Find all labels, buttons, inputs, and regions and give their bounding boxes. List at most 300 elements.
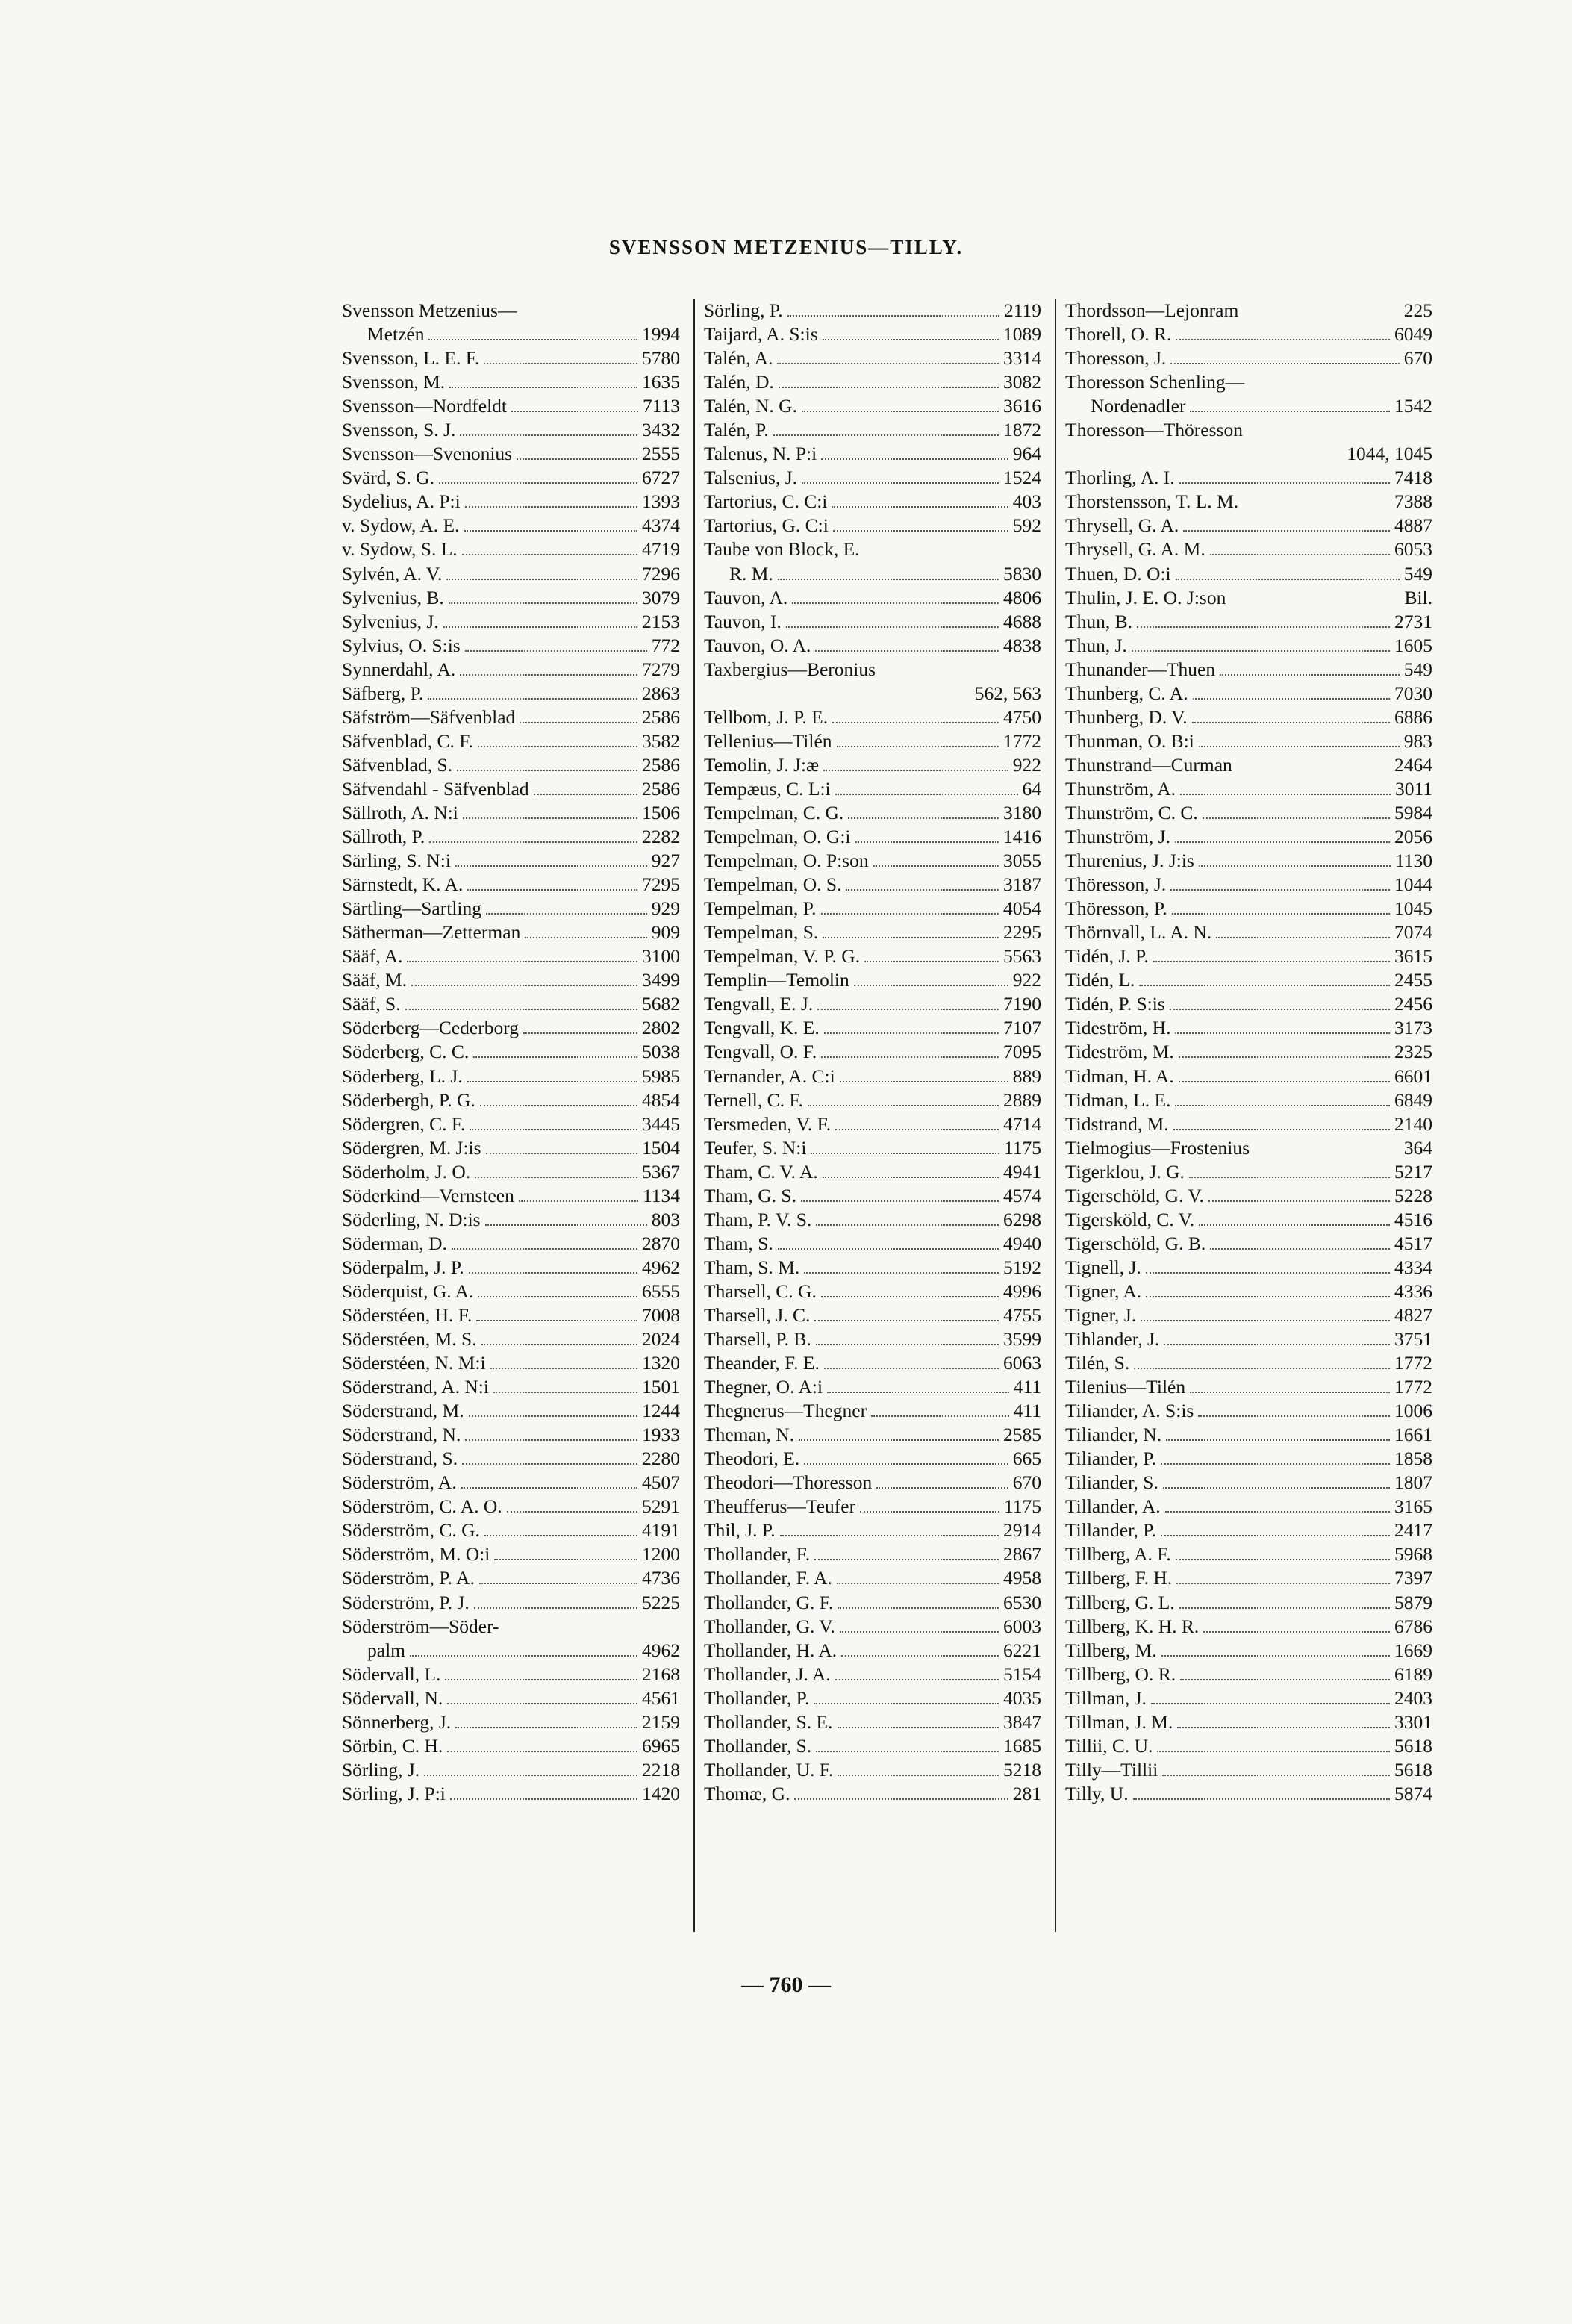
dot-leader: [854, 968, 1008, 986]
dot-leader: [481, 1327, 637, 1345]
entry-name: Svensson, M.: [342, 371, 446, 393]
entry-name: Thuen, D. O:i: [1065, 562, 1171, 585]
index-entry: [1065, 1280, 1432, 1303]
dot-leader: [469, 1399, 637, 1417]
index-entry: [704, 1351, 1041, 1375]
entry-reference: 5225: [642, 1591, 680, 1613]
dot-leader: [864, 944, 999, 962]
index-entry: [704, 514, 1041, 538]
entry-reference: 3751: [1394, 1328, 1432, 1351]
index-entry: [704, 586, 1041, 610]
dot-leader: [479, 1566, 637, 1584]
entry-reference: 225: [1403, 299, 1432, 321]
entry-reference: 2140: [1394, 1112, 1432, 1135]
entry-reference: 1772: [1394, 1376, 1432, 1398]
index-entry: [1065, 1160, 1432, 1184]
entry-reference: 6886: [1394, 705, 1432, 728]
index-entry: [342, 1591, 680, 1615]
index-entry: [342, 968, 680, 992]
entry-name: Talsenius, J.: [704, 467, 797, 489]
entry-name: Tempelman, O. G:i: [704, 826, 851, 848]
index-entry: [704, 1447, 1041, 1471]
entry-reference: 4054: [1003, 897, 1041, 920]
entry-reference: 670: [1012, 1471, 1041, 1494]
dot-leader: [786, 610, 999, 628]
index-entry: [1065, 1256, 1432, 1280]
index-entry: [704, 299, 1041, 323]
index-entry: [1065, 634, 1432, 658]
dot-leader: [1165, 1495, 1390, 1513]
dot-leader: [407, 944, 637, 962]
entry-name: Tillander, P.: [1065, 1519, 1157, 1542]
dot-leader: [1164, 1327, 1390, 1345]
entry-reference: 1872: [1003, 419, 1041, 441]
dot-leader: [405, 992, 637, 1010]
dot-leader: [802, 466, 999, 484]
entry-name: Synnerdahl, A.: [342, 658, 456, 680]
index-entry: [1065, 849, 1432, 873]
entry-name: Säfvenblad, C. F.: [342, 729, 473, 752]
entry-reference: 5879: [1394, 1591, 1432, 1613]
dot-leader: [1210, 538, 1390, 555]
entry-name: Tilén, S.: [1065, 1352, 1130, 1374]
index-entry: [342, 538, 680, 561]
dot-leader: [463, 801, 637, 819]
index-entry: [704, 538, 1041, 561]
index-entry: [342, 490, 680, 514]
dot-leader: [1175, 1088, 1390, 1106]
entry-reference: 6530: [1003, 1591, 1041, 1613]
index-column-2: [704, 299, 1041, 1806]
dot-leader: [787, 299, 999, 317]
dot-leader: [802, 394, 999, 412]
index-entry: [342, 1566, 680, 1590]
index-entry: [1065, 682, 1432, 705]
entry-name: Tauvon, O. A.: [704, 634, 811, 656]
entry-reference: 6298: [1003, 1208, 1041, 1230]
index-entry: [704, 1136, 1041, 1160]
entry-reference: 4517: [1394, 1232, 1432, 1254]
dot-leader: [475, 1160, 637, 1178]
dot-leader: [1176, 323, 1390, 340]
index-entry: [342, 1615, 680, 1639]
entry-name: Thunström, A.: [1065, 777, 1176, 800]
index-entry: [704, 1208, 1041, 1232]
dot-leader: [816, 1208, 999, 1226]
index-entry: [704, 1065, 1041, 1088]
dot-leader: [821, 442, 1008, 460]
index-entry: [342, 1112, 680, 1136]
entry-reference: 929: [651, 897, 680, 920]
dot-leader: [452, 1232, 637, 1250]
entry-name: R. M.: [729, 562, 773, 585]
dot-leader: [824, 1016, 999, 1034]
entry-name: Thollander, F. A.: [704, 1567, 832, 1589]
dot-leader: [1151, 1686, 1390, 1704]
entry-name: Thil, J. P.: [704, 1519, 776, 1542]
entry-name: Söderholm, J. O.: [342, 1160, 471, 1183]
dot-leader: [780, 1518, 999, 1536]
entry-name: Sätherman—Zetterman: [342, 921, 521, 944]
index-entry: [1065, 299, 1432, 323]
dot-leader: [493, 1375, 637, 1393]
entry-name: Thrysell, G. A. M.: [1065, 538, 1205, 561]
column-divider: [1055, 299, 1056, 1932]
dot-leader: [520, 705, 637, 723]
entry-reference: 3055: [1003, 850, 1041, 872]
entry-name: Theman, N.: [704, 1424, 795, 1446]
index-entry: [1065, 658, 1432, 682]
entry-name: Thöresson, J.: [1065, 873, 1167, 896]
entry-name: Tignell, J.: [1065, 1256, 1141, 1278]
dot-leader: [1199, 729, 1400, 747]
dot-leader: [462, 538, 637, 555]
entry-name: Söderstéen, N. M:i: [342, 1352, 486, 1374]
index-entry: [704, 1663, 1041, 1686]
entry-reference: 5780: [642, 347, 680, 370]
dot-leader: [832, 490, 1008, 508]
entry-reference: 1501: [642, 1376, 680, 1398]
entry-reference: 5291: [642, 1495, 680, 1518]
dot-leader: [841, 1639, 999, 1657]
entry-name: Tempelman, V. P. G.: [704, 945, 861, 968]
index-entry: [1065, 1471, 1432, 1495]
dot-leader: [832, 705, 999, 723]
entry-name: Sylvén, A. V.: [342, 562, 443, 585]
entry-name: Sydelius, A. P:i: [342, 490, 461, 513]
index-entry: [704, 418, 1041, 442]
dot-leader: [462, 1447, 637, 1465]
dot-leader: [1176, 562, 1400, 580]
index-entry: [704, 1088, 1041, 1112]
entry-reference: 4688: [1003, 610, 1041, 632]
entry-reference: 4719: [642, 538, 680, 561]
index-entry: [704, 1184, 1041, 1208]
entry-reference: 1994: [642, 323, 680, 346]
dot-leader: [808, 1088, 999, 1106]
entry-reference: 2168: [642, 1663, 680, 1685]
entry-name: Tempelman, S.: [704, 921, 819, 944]
entry-reference: 2586: [642, 753, 680, 776]
entry-name: Taube von Block, E.: [704, 538, 860, 561]
entry-reference: 2325: [1394, 1041, 1432, 1063]
index-entry: [1065, 1591, 1432, 1615]
index-entry: [342, 418, 680, 442]
entry-reference: 1605: [1394, 634, 1432, 656]
entry-reference: 3847: [1003, 1710, 1041, 1733]
entry-reference: 2455: [1394, 969, 1432, 991]
index-entry: [342, 1256, 680, 1280]
entry-name: Tidman, H. A.: [1065, 1065, 1174, 1087]
index-entry: [342, 394, 680, 418]
dot-leader: [484, 1518, 637, 1536]
entry-name: Theodori, E.: [704, 1448, 800, 1470]
entry-name: Söderpalm, J. P.: [342, 1256, 464, 1278]
entry-name: Tillberg, M.: [1065, 1639, 1157, 1661]
dot-leader: [460, 418, 637, 436]
entry-reference: 411: [1013, 1376, 1041, 1398]
index-entry: [704, 1016, 1041, 1040]
dot-leader: [876, 1471, 1008, 1489]
entry-reference: 1858: [1394, 1448, 1432, 1470]
entry-name: Tillii, C. U.: [1065, 1734, 1153, 1757]
entry-name: Talén, P.: [704, 419, 769, 441]
entry-name: Södergren, C. F.: [342, 1112, 466, 1135]
dot-leader: [480, 1088, 637, 1106]
dot-leader: [1134, 1351, 1390, 1369]
dot-leader: [1237, 753, 1390, 770]
entry-name: Söderstrand, A. N:i: [342, 1376, 489, 1398]
entry-reference: 3582: [642, 729, 680, 752]
entry-name: Tharsell, J. C.: [704, 1303, 811, 1326]
entry-name: Tengvall, K. E.: [704, 1017, 820, 1039]
entry-name: Tillberg, F. H.: [1065, 1567, 1173, 1589]
index-entry: [1065, 729, 1432, 753]
dot-leader: [460, 658, 637, 676]
index-entry: [1065, 873, 1432, 897]
dot-leader: [1163, 1471, 1390, 1489]
entry-reference: 1807: [1394, 1471, 1432, 1494]
entry-name: palm: [367, 1639, 405, 1661]
dot-leader: [1175, 1016, 1390, 1034]
index-entry: [704, 610, 1041, 634]
index-entry: [704, 1495, 1041, 1518]
entry-reference: 3615: [1394, 945, 1432, 968]
entry-name: Svensson Metzenius—: [342, 299, 517, 321]
entry-name: Söderberg, L. J.: [342, 1065, 463, 1087]
entry-reference: 4516: [1394, 1208, 1432, 1230]
index-entry: [342, 1399, 680, 1423]
index-entry: [1065, 1423, 1432, 1447]
dot-leader: [534, 777, 637, 795]
entry-name: Teufer, S. N:i: [704, 1136, 807, 1159]
entry-name: Tempæus, C. L:i: [704, 777, 831, 800]
index-entry: [1065, 1184, 1432, 1208]
index-entry: [704, 992, 1041, 1016]
entry-name: Tham, P. V. S.: [704, 1208, 812, 1230]
index-entry: [342, 1016, 680, 1040]
entry-name: Sörbin, C. H.: [342, 1734, 443, 1757]
dot-leader: [478, 729, 637, 747]
index-entry: [342, 1734, 680, 1758]
entry-name: Ternander, A. C:i: [704, 1065, 835, 1087]
dot-leader: [1189, 1160, 1390, 1178]
entry-name: Tengvall, E. J.: [704, 993, 814, 1015]
entry-reference: 1685: [1003, 1734, 1041, 1757]
entry-reference: 6786: [1394, 1615, 1432, 1637]
entry-name: Talenus, N. P:i: [704, 443, 817, 465]
index-entry: [342, 944, 680, 968]
entry-name: Tiliander, A. S:is: [1065, 1400, 1194, 1422]
entry-reference: 3616: [1003, 395, 1041, 417]
entry-reference: 7008: [642, 1303, 680, 1326]
index-entry: [342, 442, 680, 466]
entry-reference: 1542: [1394, 395, 1432, 417]
index-entry: [1065, 944, 1432, 968]
entry-name: Thoresson Schenling—: [1065, 371, 1245, 393]
entry-name: Talén, N. G.: [704, 395, 797, 417]
index-entry: [342, 825, 680, 849]
entry-name: Söderberg—Cederborg: [342, 1017, 520, 1039]
index-entry: [1065, 753, 1432, 777]
entry-name: Sällroth, P.: [342, 826, 425, 848]
dot-leader: [835, 1112, 999, 1130]
index-entry: [342, 897, 680, 920]
entry-reference: 4940: [1003, 1232, 1041, 1254]
dot-leader: [824, 1351, 999, 1369]
dot-leader: [1190, 1375, 1390, 1393]
entry-name: Särtling—Sartling: [342, 897, 481, 920]
entry-name: Theufferus—Teufer: [704, 1495, 856, 1518]
entry-name: Temolin, J. J:æ: [704, 753, 820, 776]
dot-leader: [1180, 1663, 1390, 1680]
index-entry: [704, 1327, 1041, 1351]
entry-name: Sylvenius, J.: [342, 610, 439, 632]
entry-reference: 1416: [1003, 826, 1041, 848]
index-entry: [1065, 1136, 1432, 1160]
entry-name: Thegnerus—Thegner: [704, 1400, 867, 1422]
dot-leader: [428, 323, 637, 340]
entry-reference: 2024: [642, 1328, 680, 1351]
entry-name: Sääf, M.: [342, 969, 408, 991]
entry-name: v. Sydow, S. L.: [342, 538, 458, 561]
dot-leader: [523, 1016, 637, 1034]
entry-name: Tauvon, I.: [704, 610, 782, 632]
dot-leader: [835, 1663, 999, 1680]
dot-leader: [860, 1495, 999, 1513]
entry-name: Templin—Temolin: [704, 969, 849, 991]
page-header: SVENSSON METZENIUS—TILLY.: [608, 236, 964, 258]
index-entry: [704, 1160, 1041, 1184]
entry-reference: 1772: [1003, 729, 1041, 752]
entry-reference: 4750: [1003, 705, 1041, 728]
dot-leader: [410, 1639, 637, 1657]
index-entry: [1065, 1208, 1432, 1232]
index-entry: [342, 1663, 680, 1686]
entry-name: Sörling, J.: [342, 1758, 420, 1781]
entry-reference: 909: [651, 921, 680, 944]
dot-leader: [1153, 944, 1390, 962]
index-entry: [342, 586, 680, 610]
entry-reference: 1130: [1394, 850, 1432, 872]
entry-name: Tidstrand, M.: [1065, 1112, 1169, 1135]
entry-name: Säfberg, P.: [342, 682, 424, 704]
entry-name: Tideström, H.: [1065, 1017, 1171, 1039]
index-entry: [1065, 705, 1432, 729]
dot-leader: [816, 1734, 999, 1752]
entry-reference: 1524: [1003, 467, 1041, 489]
dot-leader: [465, 1423, 637, 1441]
entry-reference: 3599: [1003, 1328, 1041, 1351]
dot-leader: [1179, 1591, 1390, 1609]
index-entry: [342, 1686, 680, 1710]
dot-leader: [817, 992, 999, 1010]
dot-leader: [773, 418, 999, 436]
entry-name: Tillander, A.: [1065, 1495, 1161, 1518]
entry-name: Tidén, P. S:is: [1065, 993, 1165, 1015]
entry-reference: 3187: [1003, 873, 1041, 896]
entry-name: Tilly, U.: [1065, 1782, 1129, 1804]
dot-leader: [447, 1686, 637, 1704]
dot-leader: [476, 1303, 637, 1321]
entry-reference: 2417: [1394, 1519, 1432, 1542]
entry-name: Tigerschöld, G. B.: [1065, 1232, 1206, 1254]
index-entry: [1065, 897, 1432, 920]
entry-name: Särling, S. N:i: [342, 850, 451, 872]
entry-reference: 1089: [1003, 323, 1041, 346]
index-entry: [1065, 1447, 1432, 1471]
entry-reference: 7295: [642, 873, 680, 896]
entry-reference: 2863: [642, 682, 680, 704]
entry-name: Taxbergius—Beronius: [704, 658, 876, 680]
index-entry: [704, 1375, 1041, 1399]
dot-leader: [1192, 705, 1390, 723]
entry-name: Tellbom, J. P. E.: [704, 705, 829, 728]
entry-reference: 2056: [1394, 826, 1432, 848]
entry-reference: 2870: [642, 1232, 680, 1254]
index-entry: [1065, 1303, 1432, 1327]
dot-leader: [1183, 514, 1390, 532]
entry-name: Thun, B.: [1065, 610, 1132, 632]
index-entry: [342, 1351, 680, 1375]
entry-name: Tigerschöld, G. V.: [1065, 1184, 1204, 1206]
entry-reference: 1044, 1045: [1347, 443, 1432, 465]
entry-reference: 1244: [642, 1400, 680, 1422]
entry-name: Thordsson—Lejonram: [1065, 299, 1239, 321]
entry-reference: 2464: [1394, 753, 1432, 776]
entry-name: Sörling, J. P:i: [342, 1782, 446, 1804]
entry-reference: 5228: [1394, 1184, 1432, 1206]
entry-name: Svensson—Nordfeldt: [342, 395, 507, 417]
entry-reference: 364: [1403, 1136, 1432, 1159]
dot-leader: [840, 1615, 999, 1633]
dot-leader: [1208, 1184, 1390, 1202]
dot-leader: [1170, 992, 1390, 1010]
entry-name: Tigerklou, J. G.: [1065, 1160, 1185, 1183]
entry-reference: 3173: [1394, 1017, 1432, 1039]
entry-name: Thorell, O. R.: [1065, 323, 1172, 346]
entry-reference: 7113: [642, 395, 680, 417]
dot-leader: [778, 562, 999, 580]
dot-leader: [1243, 299, 1399, 315]
dot-leader: [835, 777, 1018, 795]
entry-name: Tiliander, S.: [1065, 1471, 1158, 1494]
entry-reference: 3100: [642, 945, 680, 968]
index-entry: [704, 944, 1041, 968]
entry-name: Söderstrand, M.: [342, 1400, 464, 1422]
entry-reference: 2731: [1394, 610, 1432, 632]
dot-leader: [517, 442, 637, 460]
dot-leader: [823, 1160, 999, 1178]
index-entry: [704, 466, 1041, 490]
entry-reference: 5367: [642, 1160, 680, 1183]
entry-name: Thöresson, P.: [1065, 897, 1167, 920]
entry-reference: 5985: [642, 1065, 680, 1087]
dot-leader: [449, 586, 637, 604]
entry-reference: 4996: [1003, 1280, 1041, 1302]
entry-name: Thun, J.: [1065, 634, 1127, 656]
entry-name: Theodori—Thoresson: [704, 1471, 873, 1494]
column-divider: [693, 299, 695, 1932]
entry-name: Thoresson, J.: [1065, 347, 1167, 370]
index-entry: [704, 1758, 1041, 1782]
entry-name: Tempelman, P.: [704, 897, 817, 920]
dot-leader: [457, 753, 637, 771]
dot-leader: [1170, 873, 1390, 891]
index-entry: [704, 1256, 1041, 1280]
entry-reference: 7030: [1394, 682, 1432, 704]
index-entry: [1065, 1112, 1432, 1136]
